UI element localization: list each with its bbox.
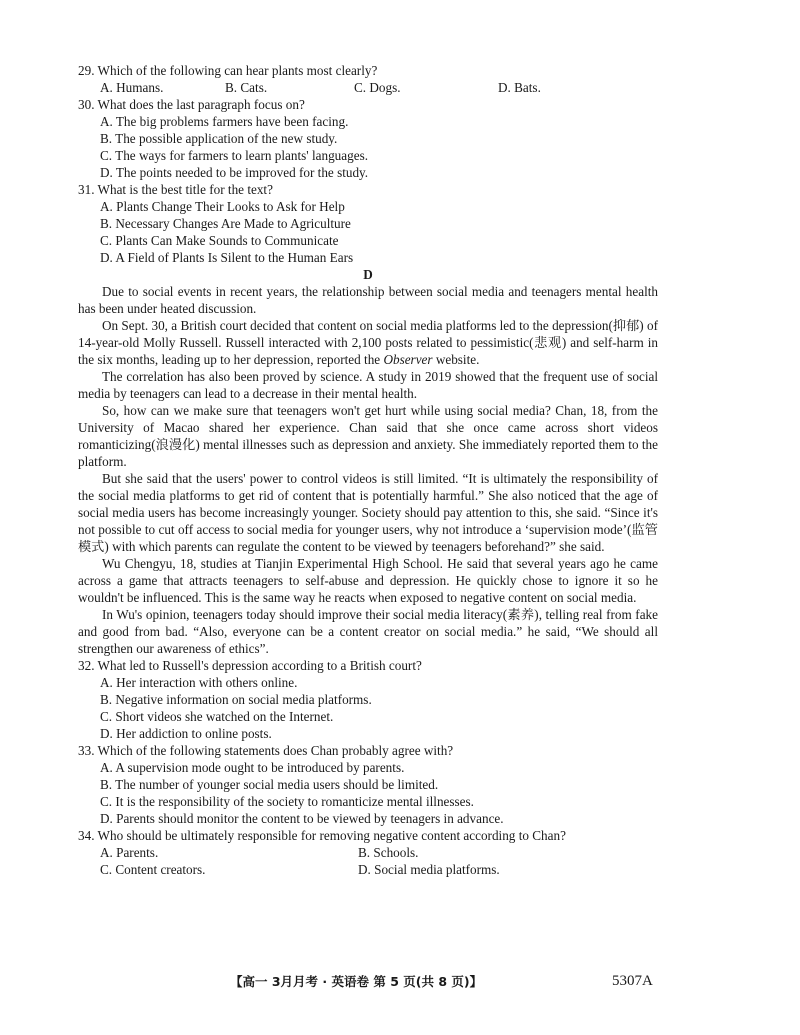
passage-paragraph-1: Due to social events in recent years, the relationship between social media and teenagers mental health has been under heated discussion.: [78, 284, 658, 316]
option-34-b: B. Schools.: [358, 845, 419, 860]
question-29-options: [100, 79, 658, 96]
option-30-d: D. The points needed to be improved for the study.: [100, 165, 369, 180]
question-29-stem: 29. Which of the following can hear plants most clearly?: [78, 63, 378, 78]
question-32-stem: 32. What led to Russell's depression according to a British court?: [78, 658, 422, 673]
question-34-options-row-2: [100, 861, 658, 878]
option-34-d: D. Social media platforms.: [358, 862, 500, 877]
footer-text: 【高一 3月月考 · 英语卷 第 5 页(共 8 页)】: [230, 974, 483, 989]
passage-paragraph-2-text: On Sept. 30, a British court decided that content on social media platforms led to the depression(抑郁) of 14-year-old Molly Russell. Russell interacted with 2,100 posts related to pessimistic(悲观) and self-harm in the six months, leading up to her depression, reported the: [78, 318, 658, 367]
publication-name: Observer: [383, 352, 433, 367]
option-30-b: B. The possible application of the new study.: [100, 131, 338, 146]
passage-paragraph-3: The correlation has also been proved by science. A study in 2019 showed that the frequent use of social media by teenagers can lead to a decrease in their mental health.: [78, 369, 658, 401]
option-30-c: C. The ways for farmers to learn plants' languages.: [100, 148, 368, 163]
question-30-stem: 30. What does the last paragraph focus on?: [78, 97, 305, 112]
question-31-stem: 31. What is the best title for the text?: [78, 182, 273, 197]
option-34-c: C. Content creators.: [100, 862, 206, 877]
question-33-stem: 33. Which of the following statements does Chan probably agree with?: [78, 743, 454, 758]
option-32-c: C. Short videos she watched on the Internet.: [100, 709, 334, 724]
option-33-a: A. A supervision mode ought to be introduced by parents.: [100, 760, 405, 775]
option-32-b: B. Negative information on social media platforms.: [100, 692, 372, 707]
passage-paragraph-4: So, how can we make sure that teenagers won't get hurt while using social media? Chan, 18, from the University of Macao shared her experience. Chan said that she once came across short videos romanticizing(浪漫化) mental illnesses such as depression and anxiety. She immediately reported them to the platform.: [78, 403, 658, 469]
passage-paragraph-6: Wu Chengyu, 18, studies at Tianjin Experimental High School. He said that several years ago he came across a game that attracts teenagers to self-abuse and depression. He quickly chose to ignore it so he wouldn't be influenced. This is the same way he reacts when exposed to negative content on social media.: [78, 556, 658, 605]
section-label: D: [363, 267, 373, 282]
option-31-a: A. Plants Change Their Looks to Ask for Help: [100, 199, 345, 214]
option-33-c: C. It is the responsibility of the society to romanticize mental illnesses.: [100, 794, 474, 809]
passage-paragraph-7: In Wu's opinion, teenagers today should improve their social media literacy(素养), telling real from fake and good from bad. “Also, everyone can be a content creator on social media.” he said, “We should all strengthen our awareness of ethics”.: [78, 607, 658, 656]
option-29-b: B. Cats.: [225, 80, 268, 95]
option-31-b: B. Necessary Changes Are Made to Agriculture: [100, 216, 351, 231]
option-34-a: A. Parents.: [100, 845, 159, 860]
option-33-d: D. Parents should monitor the content to be viewed by teenagers in advance.: [100, 811, 504, 826]
passage-paragraph-5: But she said that the users' power to control videos is still limited. “It is ultimately the responsibility of the social media platforms to get rid of content that is potentially harmful.” She also noticed that the age of social media users has become increasingly younger. Society should pay attention to this, she said. “Since it's not possible to cut off access to social media for younger users, why not introduce a ‘supervision mode’(监管模式) with which parents can regulate the content to be viewed by teenagers beforehand?” she said.: [78, 471, 658, 554]
option-29-c: C. Dogs.: [354, 80, 401, 95]
exam-page: [78, 62, 658, 878]
option-29-d: D. Bats.: [498, 80, 541, 95]
option-29-a: A. Humans.: [100, 80, 164, 95]
option-32-a: A. Her interaction with others online.: [100, 675, 298, 690]
option-32-d: D. Her addiction to online posts.: [100, 726, 272, 741]
paper-code: 5307A: [612, 973, 653, 989]
passage-paragraph-2: [78, 317, 658, 368]
option-33-b: B. The number of younger social media users should be limited.: [100, 777, 439, 792]
question-34-stem: 34. Who should be ultimately responsible for removing negative content according to Chan?: [78, 828, 566, 843]
question-34-options-row-1: [100, 844, 658, 861]
option-31-d: D. A Field of Plants Is Silent to the Human Ears: [100, 250, 354, 265]
passage-paragraph-2-end: website.: [432, 352, 480, 367]
option-30-a: A. The big problems farmers have been facing.: [100, 114, 349, 129]
option-31-c: C. Plants Can Make Sounds to Communicate: [100, 233, 339, 248]
